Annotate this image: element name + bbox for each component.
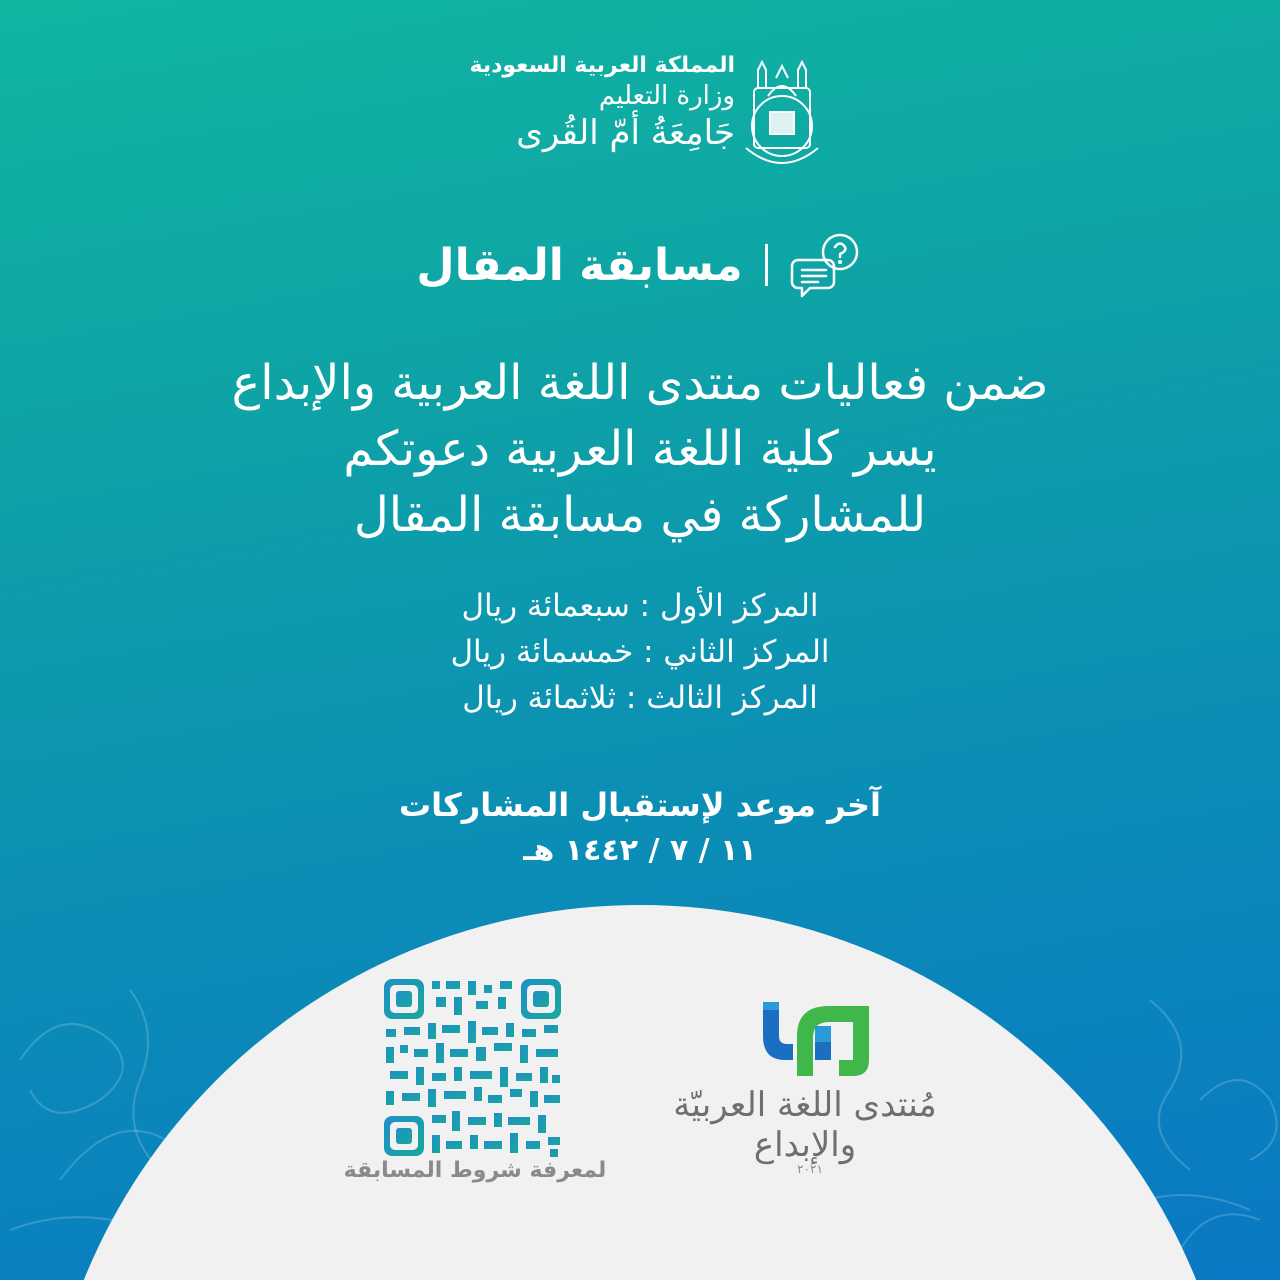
forum-name: مُنتدى اللغة العربيّة والإبداع — [673, 1085, 937, 1165]
deadline-date: ١١ / ٧ / ١٤٤٢ هـ — [523, 833, 757, 868]
invitation-line-2: يسر كلية اللغة العربية دعوتكم — [343, 421, 937, 477]
prize-third: المركز الثالث : ثلاثمائة ريال — [462, 680, 818, 716]
deadline-block — [0, 782, 1280, 874]
ministry-name: وزارة التعليم — [598, 81, 735, 112]
prize-second: المركز الثاني : خمسمائة ريال — [450, 634, 830, 670]
umm-al-qura-crest-icon — [736, 48, 828, 168]
qr-code-icon[interactable] — [380, 975, 565, 1160]
invitation-text — [0, 350, 1280, 548]
invitation-line-1: ضمن فعاليات منتدى اللغة العربية والإبداع — [231, 355, 1049, 411]
header-text-block — [469, 54, 735, 152]
university-name: جَامِعَةُ أمّ القُرى — [516, 113, 735, 154]
title-separator — [765, 244, 768, 286]
page-title: مسابقة المقال — [416, 239, 743, 291]
speech-bubble-question-icon — [790, 230, 864, 300]
forum-logo-icon — [755, 990, 875, 1080]
deadline-label: آخر موعد لإستقبال المشاركات — [398, 786, 882, 824]
qr-caption: لمعرفة شروط المسابقة — [343, 1158, 607, 1183]
country-name: المملكة العربية السعودية — [469, 53, 735, 78]
forum-year: ٢٠٢١ — [797, 1162, 823, 1176]
invitation-line-3: للمشاركة في مسابقة المقال — [353, 487, 927, 543]
title-row — [0, 230, 1280, 304]
prize-first: المركز الأول : سبعمائة ريال — [461, 588, 819, 624]
prizes-list — [0, 583, 1280, 721]
